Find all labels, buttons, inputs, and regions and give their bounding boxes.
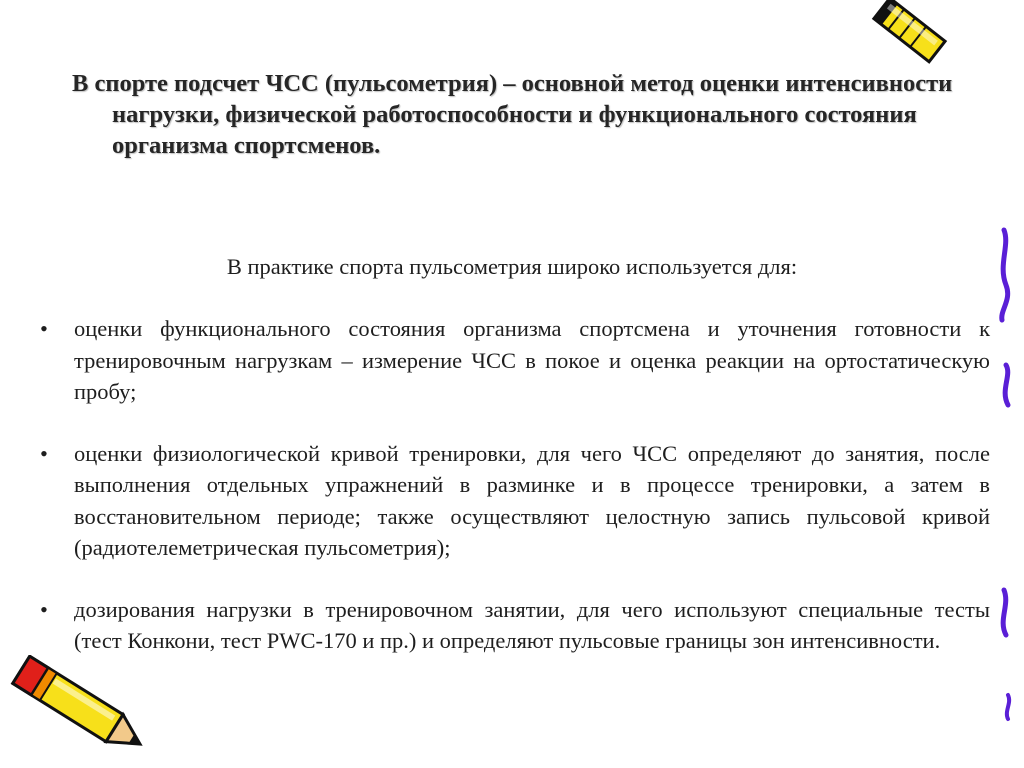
list-item [40,438,990,564]
list-item-text: оценки физиологической кривой тренировки, для чего ЧСС определяют до занятия, после выполнения отдельных упражнений в разминке и в процессе тренировки, а затем в восстановительном периоде; также осуществляют целостную запись пульсовой кривой (радиотелеметрическая пульсометрия); [74,440,990,560]
pencil-icon [858,0,948,70]
bullet-list [40,313,990,687]
list-item-text: оценки функционального состояния организма спортсмена и уточнения готовности к тренировочным нагрузкам – измерение ЧСС в покое и оценка реакции на ортостатическую пробу; [74,316,990,404]
bullet-marker: • [40,596,48,622]
wavy-edge-decoration [990,225,1024,725]
list-item [40,594,990,657]
bullet-marker: • [40,440,48,466]
bullet-marker: • [40,316,48,341]
intro-text: В практике спорта пульсометрия широко используется для: [226,254,798,279]
slide-title: В спорте подсчет ЧСС (пульсометрия) – основной метод оценки интенсивности нагрузки, физической работоспособности и функционального состояния организма спортсменов. [72,70,953,159]
list-item-text: дозирования нагрузки в тренировочном занятии, для чего используют специальные тесты (тест Конкони, тест PWC-170 и пр.) и определяют пульсовые границы зон интенсивности. [74,596,990,653]
list-item [40,313,990,408]
